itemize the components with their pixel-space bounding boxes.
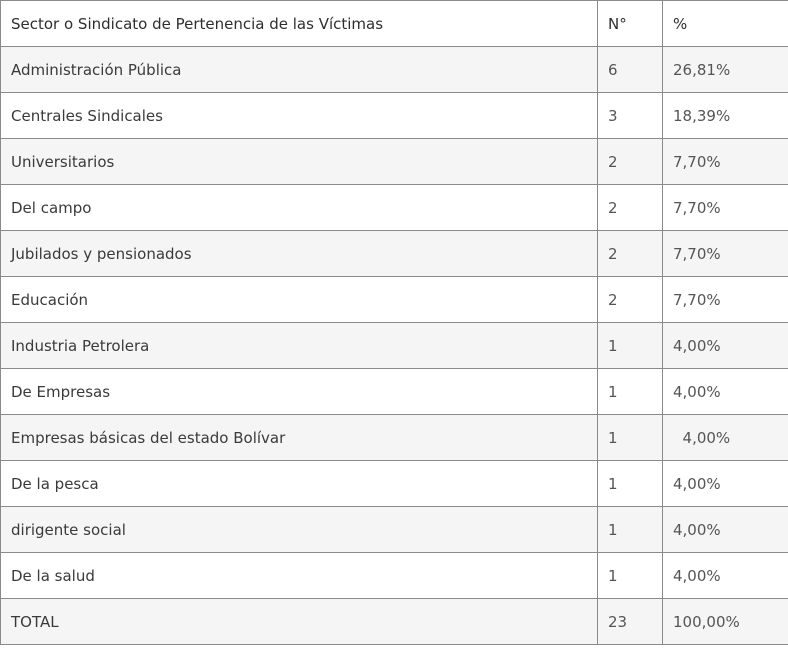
table-row <box>1 47 788 93</box>
cell-percent: 4,00% <box>663 323 788 369</box>
table-row <box>1 323 788 369</box>
table-row <box>1 93 788 139</box>
table-row <box>1 231 788 277</box>
cell-count: 1 <box>598 461 663 507</box>
table-row <box>1 553 788 599</box>
table-row <box>1 507 788 553</box>
cell-sector: Universitarios <box>1 139 598 185</box>
table-row <box>1 139 788 185</box>
header-sector: Sector o Sindicato de Pertenencia de las Víctimas <box>1 1 598 47</box>
cell-percent: 26,81% <box>663 47 788 93</box>
cell-count: 1 <box>598 323 663 369</box>
cell-percent: 100,00% <box>663 599 788 645</box>
cell-count: 1 <box>598 415 663 461</box>
table-row <box>1 415 788 461</box>
cell-sector: TOTAL <box>1 599 598 645</box>
cell-percent: 7,70% <box>663 139 788 185</box>
cell-percent: 4,00% <box>663 553 788 599</box>
cell-sector: dirigente social <box>1 507 598 553</box>
cell-percent: 7,70% <box>663 185 788 231</box>
cell-sector: Empresas básicas del estado Bolívar <box>1 415 598 461</box>
cell-count: 2 <box>598 231 663 277</box>
cell-percent: 7,70% <box>663 277 788 323</box>
cell-count: 1 <box>598 507 663 553</box>
cell-percent: 4,00% <box>663 507 788 553</box>
cell-sector: De la pesca <box>1 461 598 507</box>
table-row <box>1 461 788 507</box>
cell-sector: De Empresas <box>1 369 598 415</box>
cell-count: 2 <box>598 185 663 231</box>
cell-percent: 4,00% <box>663 369 788 415</box>
cell-percent: 18,39% <box>663 93 788 139</box>
header-count: N° <box>598 1 663 47</box>
cell-sector: Industria Petrolera <box>1 323 598 369</box>
cell-sector: Administración Pública <box>1 47 598 93</box>
table-row <box>1 369 788 415</box>
cell-percent: 4,00% <box>663 461 788 507</box>
cell-count: 2 <box>598 277 663 323</box>
cell-count: 6 <box>598 47 663 93</box>
cell-percent: 7,70% <box>663 231 788 277</box>
cell-count: 2 <box>598 139 663 185</box>
header-percent: % <box>663 1 788 47</box>
cell-count: 1 <box>598 553 663 599</box>
table-row <box>1 185 788 231</box>
table-row <box>1 277 788 323</box>
table-row-total <box>1 599 788 645</box>
table-header-row <box>1 1 788 47</box>
cell-count: 23 <box>598 599 663 645</box>
cell-count: 3 <box>598 93 663 139</box>
cell-count: 1 <box>598 369 663 415</box>
cell-percent: 4,00% <box>663 415 788 461</box>
cell-sector: Del campo <box>1 185 598 231</box>
cell-sector: Centrales Sindicales <box>1 93 598 139</box>
cell-sector: Jubilados y pensionados <box>1 231 598 277</box>
cell-sector: Educación <box>1 277 598 323</box>
cell-sector: De la salud <box>1 553 598 599</box>
